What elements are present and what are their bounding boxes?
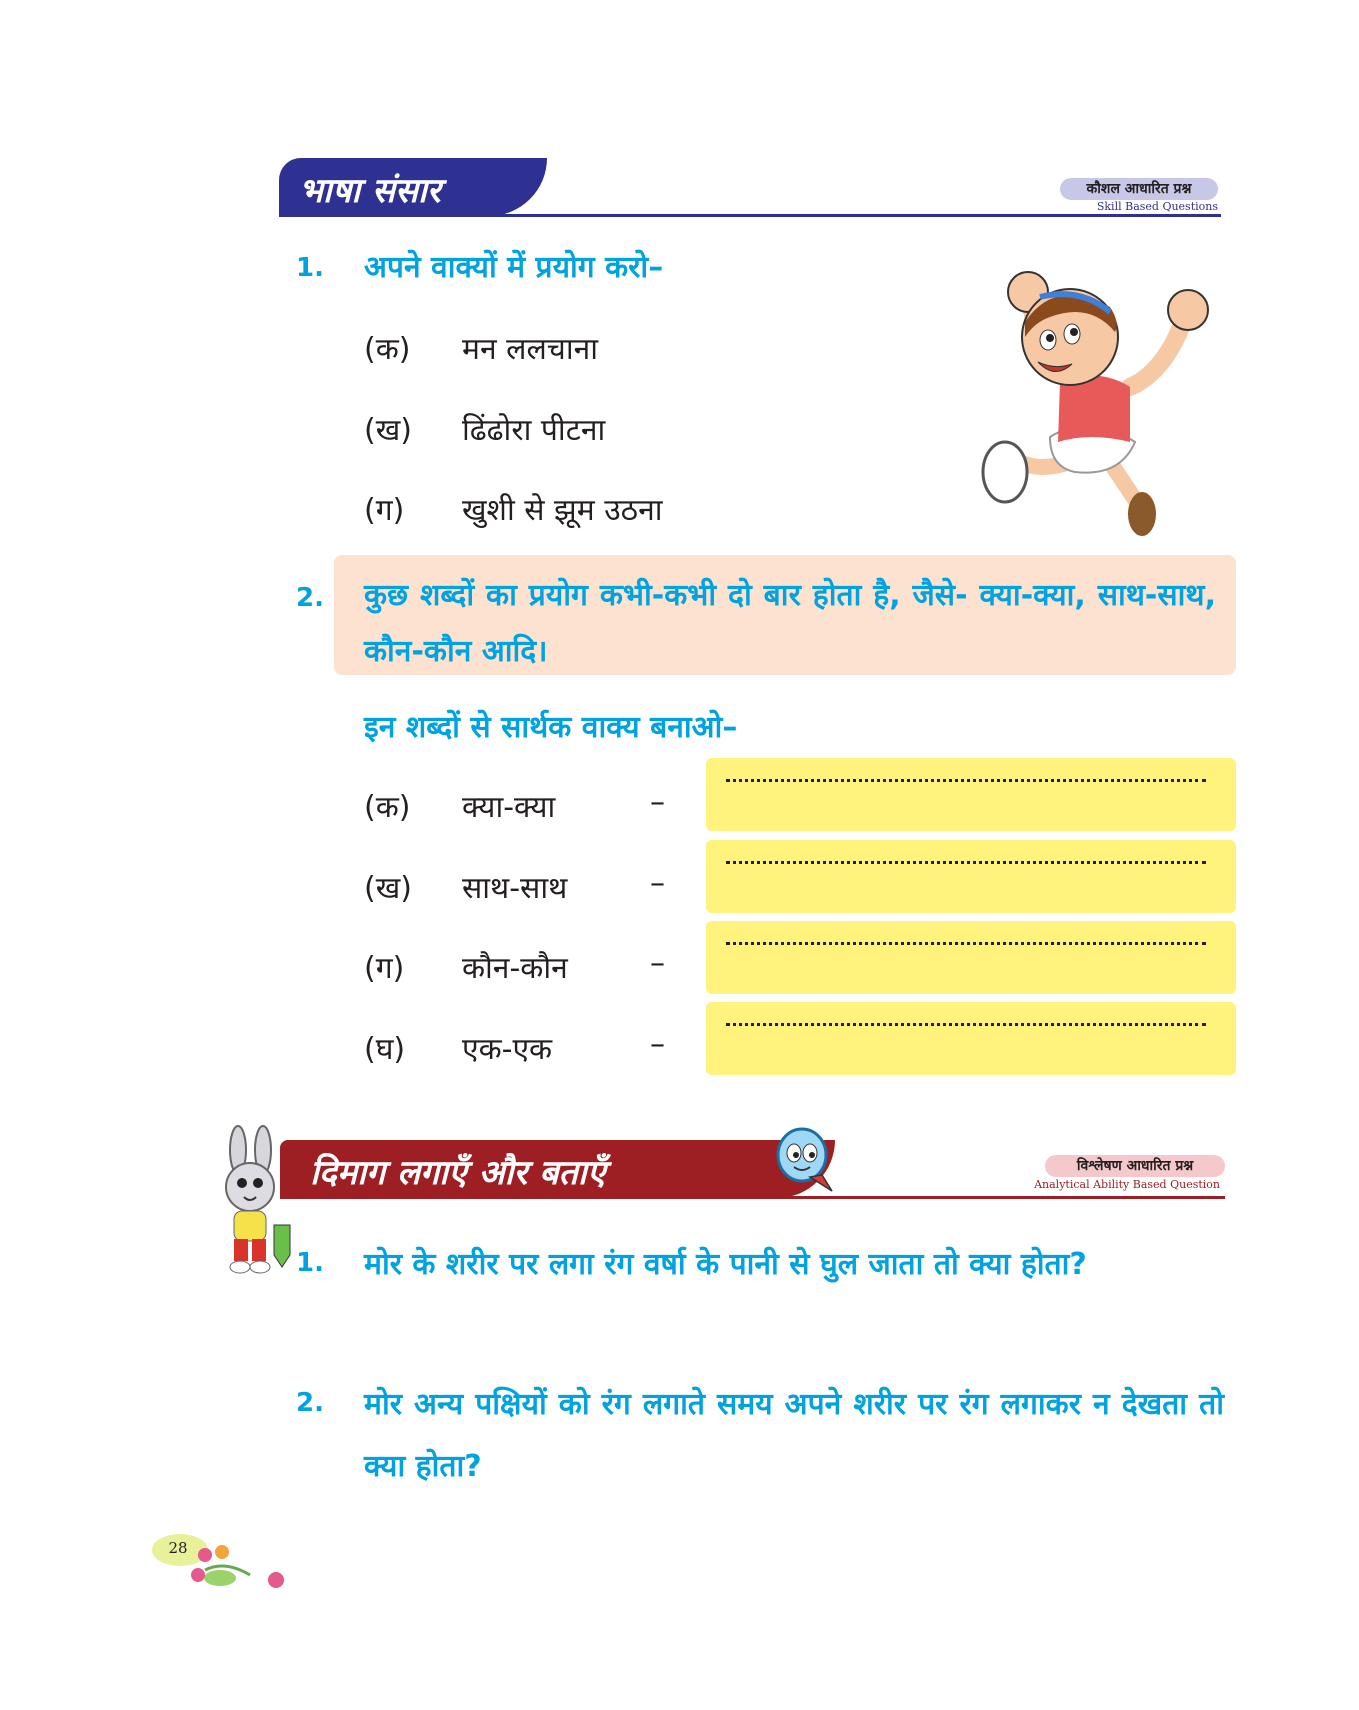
q2-item-label: (ख) — [364, 871, 412, 906]
q2-number: 2. — [296, 583, 324, 613]
answer-line — [726, 861, 1206, 864]
q1-item-text: ढिंढोरा पीटना — [462, 413, 606, 448]
answer-line — [726, 779, 1206, 782]
q2-item-text: कौन-कौन — [462, 951, 568, 986]
q2-text: कुछ शब्दों का प्रयोग कभी-कभी दो बार होता है, जैसे- क्या-क्या, साथ-साथ, कौन-कौन आदि। — [364, 578, 1216, 669]
q1-item-text: मन ललचाना — [462, 332, 599, 367]
q2-dash: – — [650, 785, 665, 820]
q2-item-text: क्या-क्या — [462, 790, 556, 825]
q1-item-label: (क) — [364, 332, 411, 367]
q1-number: 1. — [296, 253, 324, 283]
s2-q2-text: मोर अन्य पक्षियों को रंग लगाते समय अपने शरीर पर रंग लगाकर न देखता तो क्या होता? — [364, 1387, 1224, 1484]
rabbit-mascot-illustration — [208, 1125, 304, 1285]
q1-item-label: (ग) — [364, 493, 405, 528]
answer-box-4[interactable] — [706, 1002, 1236, 1075]
s2-q2-number: 2. — [296, 1388, 324, 1418]
q1-item-text: खुशी से झूम उठना — [462, 493, 663, 528]
analytical-tag: विश्लेषण आधारित प्रश्न — [1045, 1155, 1225, 1177]
section-divider — [280, 1196, 1225, 1199]
answer-box-2[interactable] — [706, 840, 1236, 913]
page-number: 28 — [168, 1539, 188, 1557]
q2-item-text: एक-एक — [462, 1032, 553, 1067]
answer-line — [726, 942, 1206, 945]
q1-item-label: (ख) — [364, 413, 412, 448]
section-title-dimag-lagayen: दिमाग लगाएँ और बताएँ — [280, 1140, 835, 1198]
q2-item-text: साथ-साथ — [462, 871, 568, 906]
skill-tag-english: Skill Based Questions — [1096, 200, 1218, 213]
q1-text: अपने वाक्यों में प्रयोग करो– — [364, 250, 664, 285]
q2-item-label: (क) — [364, 790, 411, 825]
s2-q1-text: मोर के शरीर पर लगा रंग वर्षा के पानी से घुल जाता तो क्या होता? — [364, 1247, 1087, 1282]
answer-line — [726, 1023, 1206, 1026]
q2-dash: – — [650, 946, 665, 981]
answer-box-1[interactable] — [706, 758, 1236, 831]
q2-item-label: (घ) — [364, 1032, 406, 1067]
cheering-girl-illustration — [960, 262, 1230, 542]
analytical-tag-english: Analytical Ability Based Question — [1034, 1178, 1220, 1191]
q2-item-label: (ग) — [364, 951, 405, 986]
q2-dash: – — [650, 866, 665, 901]
q2-instruction: इन शब्दों से सार्थक वाक्य बनाओ– — [364, 710, 738, 745]
section-title-bhasha-sansar: भाषा संसार — [279, 158, 547, 216]
skill-tag: कौशल आधारित प्रश्न — [1060, 178, 1218, 200]
q2-dash: – — [650, 1027, 665, 1062]
answer-box-3[interactable] — [706, 921, 1236, 994]
section-divider — [279, 214, 1221, 217]
s2-q1-number: 1. — [296, 1248, 324, 1278]
pencil-mascot-icon — [770, 1125, 840, 1195]
